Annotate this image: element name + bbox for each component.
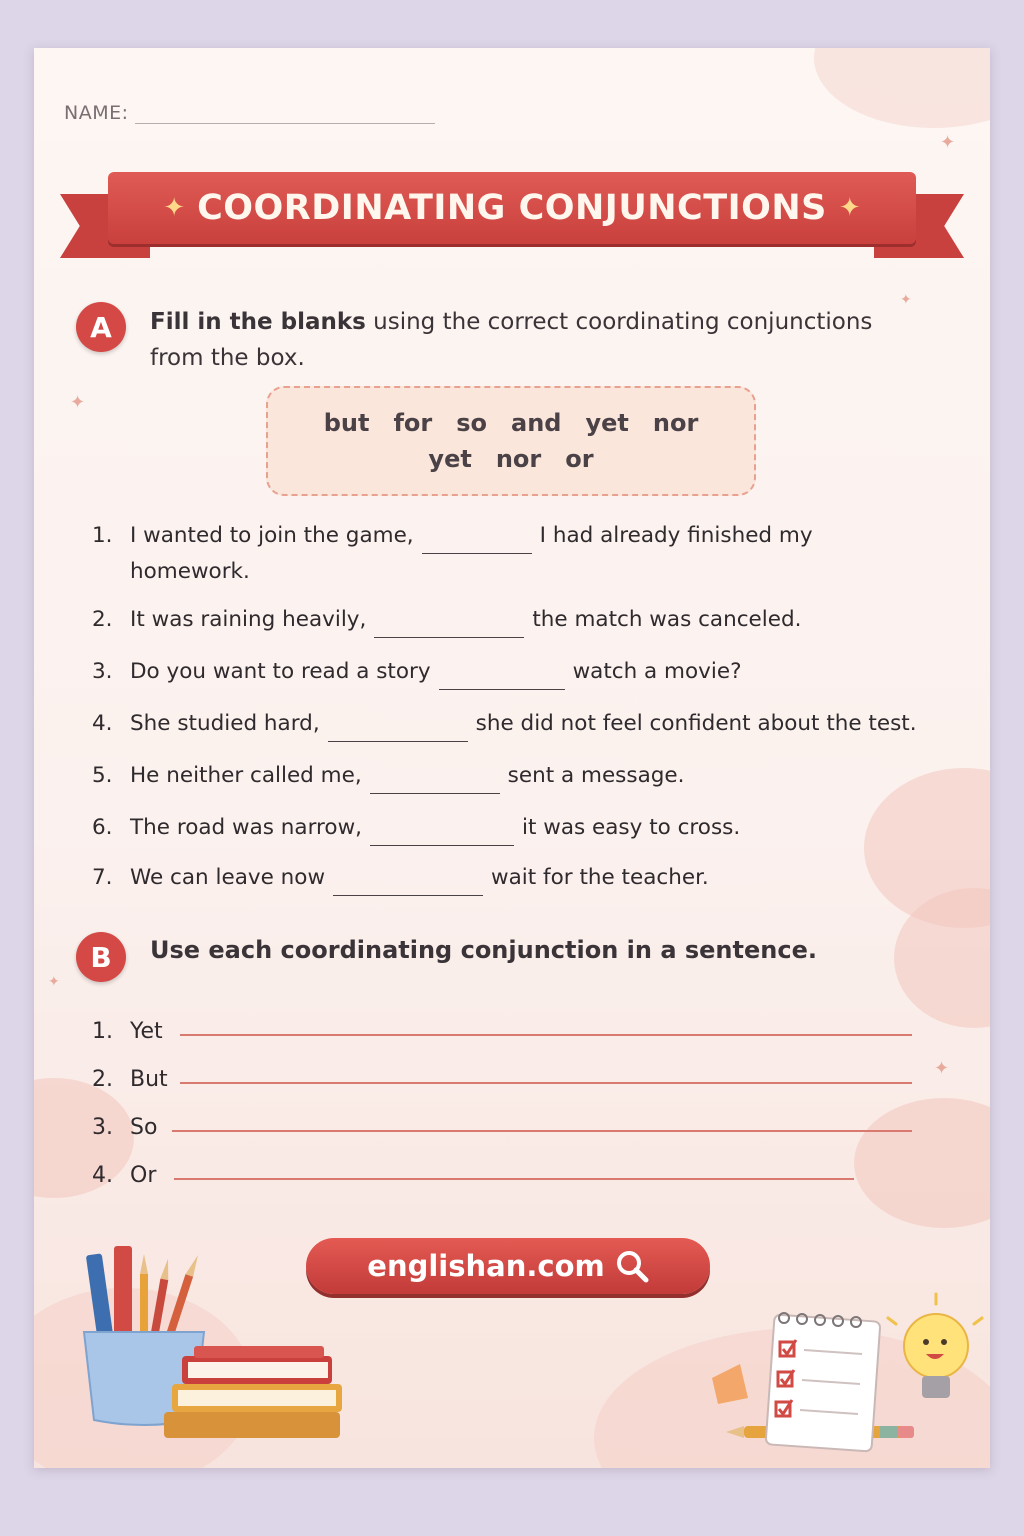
question-text: Do you want to read a story xyxy=(130,659,431,684)
section-b-instruction: Use each coordinating conjunction in a sentence. xyxy=(150,936,817,964)
name-label: NAME: xyxy=(64,102,129,124)
word-box-item: for xyxy=(393,409,433,437)
answer-blank[interactable] xyxy=(370,768,500,794)
question-text: It was raining heavily, xyxy=(130,607,367,632)
question-number: 5. xyxy=(92,763,113,788)
instruction-bold: Fill in the blanks xyxy=(150,309,366,335)
word-box-row xyxy=(416,441,605,477)
answer-blank[interactable] xyxy=(422,528,532,554)
sentence-word: So xyxy=(130,1115,158,1140)
question-number: 4. xyxy=(92,711,113,736)
question-text: She studied hard, xyxy=(130,711,320,736)
word-box-item: and xyxy=(511,409,562,437)
sentence-item xyxy=(92,1092,912,1140)
question-item xyxy=(92,758,972,794)
answer-blank[interactable] xyxy=(439,664,565,690)
answer-blank[interactable] xyxy=(333,870,483,896)
word-box-item: yet xyxy=(585,409,629,437)
notepad-illustration xyxy=(644,1268,984,1458)
word-box-row xyxy=(312,405,711,441)
question-text: sent a message. xyxy=(507,763,685,788)
title-banner xyxy=(60,168,964,268)
sentence-item xyxy=(92,1044,912,1092)
question-number: 7. xyxy=(92,865,113,890)
sparkle-icon: ✦ xyxy=(70,392,86,413)
word-box-item: or xyxy=(565,445,594,473)
star-icon: ✦ xyxy=(163,193,186,223)
word-box-item: nor xyxy=(652,409,699,437)
website-label: englishan.com xyxy=(367,1249,605,1283)
sentence-word: Yet xyxy=(130,1019,163,1044)
sentence-number: 4. xyxy=(92,1163,113,1188)
writing-line[interactable] xyxy=(172,1130,912,1132)
sentence-list xyxy=(92,996,912,1188)
answer-blank[interactable] xyxy=(328,716,468,742)
question-text: I wanted to join the game, xyxy=(130,523,414,548)
question-number: 6. xyxy=(92,815,113,840)
sentence-number: 3. xyxy=(92,1115,113,1140)
sentence-number: 2. xyxy=(92,1067,113,1092)
question-item xyxy=(92,602,972,638)
question-number: 2. xyxy=(92,607,113,632)
word-box-item: nor xyxy=(495,445,542,473)
answer-blank[interactable] xyxy=(370,820,514,846)
question-item xyxy=(92,518,972,590)
question-text: the match was canceled. xyxy=(532,607,802,632)
pencil-cup-illustration xyxy=(64,1244,344,1444)
background-cloud xyxy=(814,48,990,128)
question-item xyxy=(92,706,972,742)
star-icon: ✦ xyxy=(838,193,861,223)
sparkle-icon: ✦ xyxy=(940,132,956,153)
question-text: The road was narrow, xyxy=(130,815,362,840)
question-text: He neither called me, xyxy=(130,763,362,788)
question-text: wait for the teacher. xyxy=(491,865,709,890)
name-line[interactable] xyxy=(135,94,435,124)
question-number: 1. xyxy=(92,523,113,548)
name-field[interactable] xyxy=(64,94,435,124)
question-text: We can leave now xyxy=(130,865,326,890)
sentence-item xyxy=(92,996,912,1044)
question-item xyxy=(92,654,972,690)
sparkle-icon: ✦ xyxy=(48,974,60,990)
section-a-badge: A xyxy=(76,302,126,352)
question-text: it was easy to cross. xyxy=(522,815,741,840)
instruction-rest: using the correct coordinating conjunctions from the box. xyxy=(150,309,873,371)
writing-line[interactable] xyxy=(180,1082,912,1084)
question-item xyxy=(92,860,972,896)
sparkle-icon: ✦ xyxy=(934,1058,950,1079)
question-text: she did not feel confident about the test. xyxy=(475,711,917,736)
writing-line[interactable] xyxy=(180,1034,912,1036)
sentence-word: But xyxy=(130,1067,168,1092)
question-item xyxy=(92,810,972,846)
answer-blank[interactable] xyxy=(374,612,524,638)
word-box-item: so xyxy=(456,409,487,437)
section-b-badge: B xyxy=(76,932,126,982)
question-text: watch a movie? xyxy=(572,659,742,684)
sentence-word: Or xyxy=(130,1163,157,1188)
word-box-item: yet xyxy=(428,445,472,473)
sentence-item xyxy=(92,1140,854,1188)
question-list xyxy=(92,518,972,896)
question-text: I had already finished my xyxy=(539,523,813,548)
banner-ribbon xyxy=(108,172,916,244)
question-number: 3. xyxy=(92,659,113,684)
page-title: COORDINATING CONJUNCTIONS xyxy=(197,188,827,228)
question-text: homework. xyxy=(130,559,250,584)
word-box xyxy=(266,386,756,496)
sentence-number: 1. xyxy=(92,1019,113,1044)
writing-line[interactable] xyxy=(174,1178,854,1180)
worksheet-page xyxy=(34,48,990,1468)
section-a-instruction xyxy=(150,304,930,376)
word-box-item: but xyxy=(323,409,370,437)
sparkle-icon: ✦ xyxy=(900,292,912,308)
